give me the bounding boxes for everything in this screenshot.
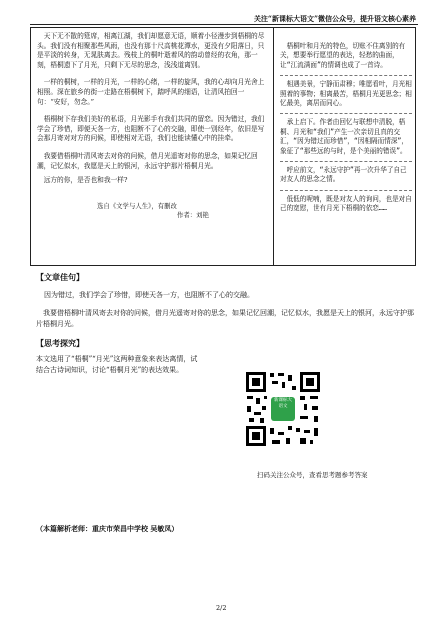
article-paragraph: 我要借梧桐叶清风寄去对你的问候，借月光遥寄对你的思念，如果记忆回潮，记忆似水，我愿是天上的银河，永远守护那片梧桐月光。 [37,151,258,170]
credit-source: 选自《文学与人生》，有删改 [97,201,177,210]
sentence-text: 我要借梧桐叶清风寄去对你的问候，借月光遥寄对你的思念，如果记忆回潮，记忆似水，我愿是天上的银河，永远守护那片梧桐月光。 [36,309,414,328]
annotated-text-table [30,27,416,266]
header-rule [30,24,418,25]
annotation: 相遇美景，宁静而肃穆；唯愿看叶，月光相照着的事物；相离最苦，梧桐月光更思念；相忆最美，离居而同心。 [280,80,412,108]
annotation: 梧桐叶和月光的特色，切账不住离别的有关，想要举行愿望的表达，轻愁的曲面，让“江流满面”的情调也成了一首诗。 [280,42,406,69]
annotation-divider [280,190,412,191]
article-closing-line: 远方的你，是否也和我一样? [43,176,128,185]
annotation: 承上启下。作者由回忆与联想中清脱，梧桐、月光和“我们”产生一次亲切且真的交汇，“因为错过而珍惜”，“因相隔而情深”，象征了“那些远的与时，是个美丽的错误”。 [280,118,408,155]
annotation-column [280,42,412,219]
column-divider [273,28,274,265]
inquiry-question: 本文选用了“梧桐”“月光”这两种意象来表达离情，试结合古诗词知识，讨论“梧桐月光”的表达效果。 [36,355,198,374]
annotation-divider [280,75,412,76]
page-header: 关注“新课标大语文”微信公众号，提升语文核心素养 [253,14,416,23]
annotation: 低低的呢喃，既是对友人的询问，也是对自己的宽慰，世有月光下梧桐的依恋…… [280,194,412,213]
article-column [37,32,267,221]
annotation: 呼应前文，“永远守护”再一次升华了自己对友人的思念之情。 [280,166,407,184]
analysis-author: （本篇解析老师：重庆市荣昌中学校 吴敏凤） [36,524,179,533]
article-paragraph: 一样的桐树，一样的月光，一样的心绪，一样的旋风，我的心却向月光舍上相照。深在旅乡的街一走路在梧桐树下，踏呼风的细语，让清风拍回一句：“安好，勿念。” [37,78,265,106]
article-paragraph: 天下无不散的筵席，相离江湖，我们却愿意无语，顺着小径漫步到梧桐的尽头。我们没有相聚那些风雨，也没有那十尺高桃花潭水，更没有夕阳落日，只是平淡的转身，无晁肤离去。残枝上的桐叶逝着风的韵动曾经的衣角，那一刻，梧桐遗下了月光，只剩下无尽的思念，浅浅道离别。 [37,32,265,69]
section-title-inquiry: 【思考探究】 [36,338,84,348]
credit-author: 作者：刘艳 [177,211,209,220]
article-credit [37,202,267,221]
qr-center-logo: 新课标大语文 [274,398,292,409]
section-title-sentences: 【文章佳句】 [36,272,84,282]
article-paragraph: 梧桐树下存我们美好的私语，月光影手有我们共同的留恋。因为错过，我们学会了珍惜，即便天各一方，也阻断不了心的交融，即使一别经年，依旧是写会那月寄对对方的问候，即使相对无语，我们也能读懂心中的挂牵。 [37,115,265,143]
qr-caption: 扫码关注公众号，查看思考题参考答案 [257,471,368,479]
annotation-divider [280,113,412,114]
annotation-divider [280,161,412,162]
page-number: 2/2 [216,604,227,612]
sentence-text: 因为错过，我们学会了珍惜，即使天各一方，也阻断不了心的交融。 [44,291,254,299]
